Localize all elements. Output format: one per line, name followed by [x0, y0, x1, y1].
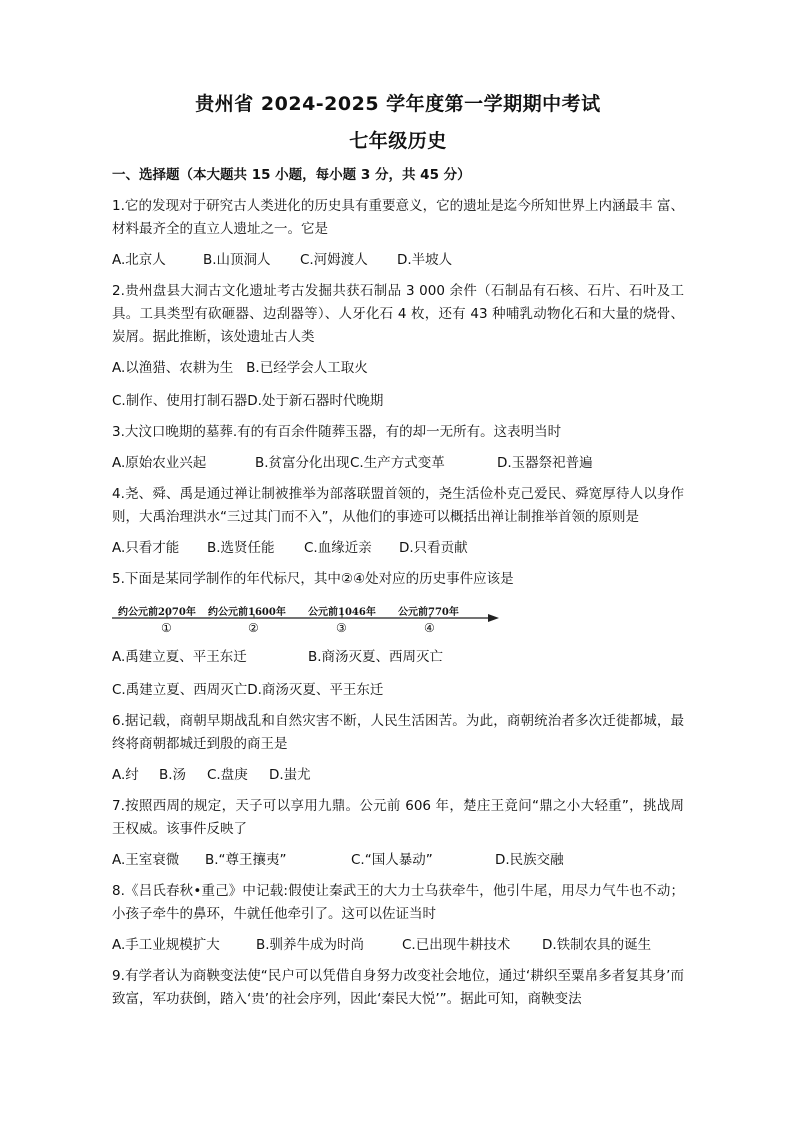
q4-option-a: A.只看才能	[112, 540, 180, 556]
q8-option-c: C.已出现牛耕技术	[402, 937, 511, 953]
q5-options-line-1	[112, 647, 684, 667]
q6-option-b: B.汤	[159, 767, 187, 783]
question-7-stem: 7.按照西周的规定，天子可以享用九鼎。公元前 606 年，楚庄王竟问“鼎之小大轻重”，挑战周王权威。该事件反映了	[112, 798, 684, 837]
q1-option-b: B.山顶洞人	[203, 252, 271, 268]
q7-option-b: B.“尊王攘夷”	[205, 852, 287, 868]
timeline-ruler	[112, 603, 502, 637]
q1-option-a: A.北京人	[112, 252, 166, 268]
q2-options-line-2: C.制作、使用打制石器D.处于新石器时代晚期	[112, 393, 384, 409]
q7-option-c: C.“国人暴动”	[351, 852, 433, 868]
q6-option-c: C.盘庚	[207, 767, 248, 783]
question-2-stem: 2.贵州盘县大洞古文化遗址考古发掘共获石制品 3 000 余件（石制品有石核、石片、石叶及工 具。工具类型有砍砸器、边刮器等）、人牙化石 4 枚，还有 43 种哺乳动物化石和大量的烧骨、 炭屑。据此推断，该处遗址古人类	[112, 283, 684, 345]
q6-option-a: A.纣	[112, 767, 139, 783]
q1-option-c: C.河姆渡人	[300, 252, 368, 268]
exam-page	[112, 92, 684, 1011]
timeline-marker-3: ③	[336, 621, 347, 635]
section-heading: 一、选择题（本大题共 15 小题，每小题 3 分，共 45 分）	[112, 167, 471, 183]
question-4-stem: 4.尧、舜、禹是通过禅让制被推举为部落联盟首领的，尧生活俭朴克己爱民、舜宽厚待人以身作则，大禹治理洪水“三过其门而不入”，从他们的事迹可以概括出禅让制推举首领的原则是	[112, 486, 684, 525]
q8-option-b: B.驯养牛成为时尚	[256, 937, 365, 953]
question-6-options	[112, 765, 684, 785]
q4-option-c: C.血缘近亲	[304, 540, 372, 556]
exam-title: 贵州省 2024-2025 学年度第一学期期中考试	[195, 93, 601, 115]
q8-option-d: D.铁制农具的诞生	[542, 937, 652, 953]
question-3-options	[112, 453, 684, 473]
timeline-label-4: 公元前770年	[398, 607, 459, 618]
q3-option-c: C.生产方式变革	[350, 455, 445, 471]
timeline-label-2: 约公元前1600年	[208, 607, 286, 618]
timeline-marker-1: ①	[161, 621, 172, 635]
q3-option-a: A.原始农业兴起	[112, 455, 207, 471]
timeline-label-3: 公元前1046年	[308, 607, 376, 618]
q8-option-a: A.手工业规模扩大	[112, 937, 220, 953]
question-3-stem: 3.大汶口晚期的墓葬.有的有百余件随葬玉器，有的却一无所有。这表明当时	[112, 424, 562, 440]
q3-option-d: D.玉器祭祀普遍	[497, 455, 593, 471]
q1-option-d: D.半坡人	[397, 252, 453, 268]
exam-subtitle: 七年级历史	[349, 130, 447, 152]
question-4-options	[112, 538, 684, 558]
q2-options-line-1: A.以渔猎、农耕为生 B.已经学会人工取火	[112, 360, 368, 376]
q5-option-b: B.商汤灭夏、西周灭亡	[308, 649, 444, 665]
question-7-options	[112, 850, 684, 870]
q7-option-d: D.民族交融	[495, 852, 564, 868]
question-9-stem: 9.有学者认为商鞅变法使“民户可以凭借自身努力改变社会地位，通过‘耕织至粟帛多者复其身’而致富，军功获倒，踏入‘贵’的社会序列，因此‘秦民大悦’”。据此可知，商鞅变法	[112, 968, 684, 1007]
timeline-marker-2: ②	[248, 621, 259, 635]
q6-option-d: D.蚩尤	[269, 767, 311, 783]
question-5-stem: 5.下面是某同学制作的年代标尺，其中②④处对应的历史事件应该是	[112, 571, 514, 587]
q4-option-d: D.只看贡献	[399, 540, 468, 556]
q7-option-a: A.王室衰微	[112, 852, 180, 868]
q5-option-a: A.禹建立夏、平王东迁	[112, 649, 247, 665]
question-1-stem: 1.它的发现对于研究古人类进化的历史具有重要意义，它的遗址是迄今所知世界上内涵最丰 富、材料最齐全的直立人遗址之一。它是	[112, 198, 684, 237]
q3-option-b: B.贫富分化出现	[255, 455, 350, 471]
timeline-label-1: 约公元前2070年	[118, 607, 196, 618]
question-6-stem: 6.据记载，商朝早期战乱和自然灾害不断，人民生活困苦。为此，商朝统治者多次迁徙都城，最终将商朝都城迁到殷的商王是	[112, 713, 684, 752]
timeline-marker-4: ④	[424, 621, 435, 635]
question-1-options	[112, 250, 684, 270]
question-8-stem: 8.《吕氏春秋•重己》中记载:假使让秦武王的大力士乌获牵牛，他引牛尾，用尽力气牛也不动；小孩子牵牛的鼻环，牛就任他牵引了。这可以佐证当时	[112, 883, 684, 922]
q4-option-b: B.选贤任能	[207, 540, 275, 556]
q5-options-line-2: C.禹建立夏、西周灭亡D.商汤灭夏、平王东迁	[112, 682, 384, 698]
question-8-options	[112, 935, 684, 955]
